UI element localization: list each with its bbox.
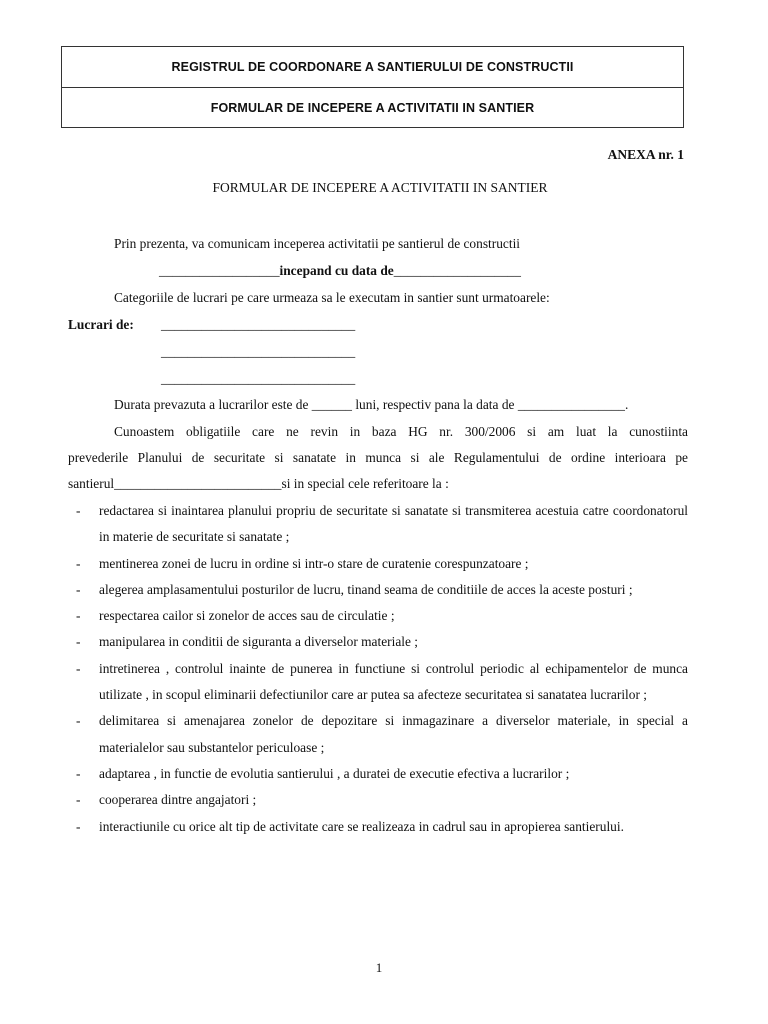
list-dash: - (76, 608, 81, 624)
works-line-2[interactable]: _____________________________ (161, 344, 356, 359)
obligations-line-2: prevederile Planului de securitate si sanatate in munca si ale Regulamentului de ordine interioara pe (68, 450, 688, 465)
list-dash: - (76, 713, 81, 729)
registry-title: REGISTRUL DE COORDONARE A SANTIERULUI DE CONSTRUCTII (171, 60, 574, 74)
duration-text-1: Durata prevazuta a lucrarilor este de (114, 397, 309, 412)
list-dash: - (76, 503, 81, 518)
list-dash: - (76, 818, 81, 834)
works-line-3[interactable]: _____________________________ (161, 371, 356, 386)
list-item: - delimitarea si amenajarea zonelor de depozitare si inmagazinare a diverselor materiale, in special a materialelor sau substantelor periculoase ; (76, 708, 688, 761)
list-dash: - (76, 634, 81, 650)
list-item: - alegerea amplasamentului posturilor de lucru, tinand seama de conditiile de acces la aceste posturi ; (76, 577, 688, 603)
obligations-line-1: Cunoastem obligatiile care ne revin in baza HG nr. 300/2006 si am luat la cunostiinta (114, 424, 688, 439)
list-dash: - (76, 660, 81, 676)
list-item: - interactiunile cu orice alt tip de activitate care se realizeaza in cadrul sau in apropierea santierului. (76, 814, 688, 840)
duration-period: . (624, 397, 629, 412)
header-box (61, 46, 684, 128)
list-dash: - (76, 765, 81, 781)
works-label: Lucrari de: (68, 317, 134, 332)
site-name-blank[interactable]: __________________ (159, 263, 280, 278)
duration-end-date-blank[interactable]: ________________ (517, 397, 625, 412)
categories-text: Categoriile de lucrari pe care urmeaza sa le executam in santier sunt urmatoarele: (114, 290, 550, 305)
duration-text-2: luni, respectiv pana la data de (355, 397, 515, 412)
list-item: - adaptarea , in functie de evolutia santierului , a duratei de executie efectiva a lucrarilor ; (76, 761, 688, 787)
list-item: - intretinerea , controlul inainte de punerea in functiune si controlul periodic al echipamentelor de munca utilizate , in scopul eliminarii defectiunilor care ar putea sa afecteze securitatea si sanatatea lucrarilor ; (76, 656, 688, 709)
document-title: FORMULAR DE INCEPERE A ACTIVITATII IN SANTIER (212, 180, 548, 195)
page-number: 1 (375, 960, 383, 975)
start-date-blank[interactable]: ___________________ (393, 263, 521, 278)
form-header-title: FORMULAR DE INCEPERE A ACTIVITATII IN SANTIER (62, 87, 683, 127)
referring-text: si in special cele referitoare la : (281, 476, 449, 491)
obligations-line-3 (68, 471, 449, 498)
list-dash: - (76, 581, 81, 597)
start-date-line (159, 258, 521, 285)
obligations-list (76, 498, 688, 840)
list-dash: - (76, 555, 81, 571)
site-blank[interactable]: _________________________ (114, 476, 282, 491)
site-label: santierul (68, 476, 115, 491)
duration-months-blank[interactable]: ______ (311, 397, 352, 412)
list-item: - cooperarea dintre angajatori ; (76, 787, 688, 813)
start-date-label: incepand cu data de (279, 263, 394, 278)
annex-label: ANEXA nr. 1 (607, 147, 684, 162)
intro-text: Prin prezenta, va comunicam inceperea activitatii pe santierul de constructii (114, 236, 521, 251)
list-item: - mentinerea zonei de lucru in ordine si intr-o stare de curatenie corespunzatoare ; (76, 551, 688, 577)
list-dash: - (76, 792, 81, 808)
list-item: - respectarea cailor si zonelor de acces sau de circulatie ; (76, 603, 688, 629)
works-line-1[interactable]: _____________________________ (161, 317, 356, 332)
list-item: - redactarea si inaintarea planului propriu de securitate si sanatate si transmiterea acestuia catre coordonatorul in materie de securitate si sanatate ; (76, 498, 688, 551)
duration-line (114, 392, 628, 419)
list-item: - manipularea in conditii de siguranta a diverselor materiale ; (76, 629, 688, 655)
